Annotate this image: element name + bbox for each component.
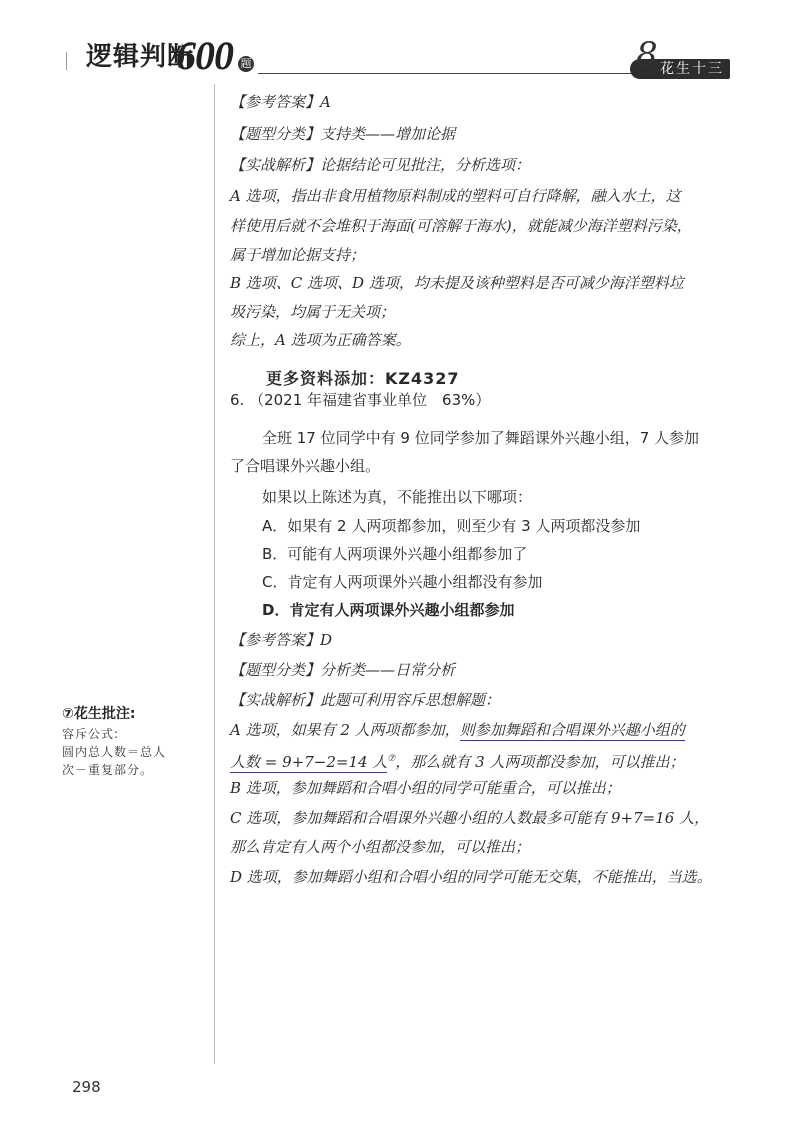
type-label: 【题型分类】 — [230, 125, 321, 143]
analysis-label: 【实战解析】 — [230, 691, 321, 709]
analysis-line: A 选项，指出非食用植物原料制成的塑料可自行降解，融入水土，这 — [230, 187, 681, 205]
series-name: 花生十三 — [660, 61, 724, 77]
analysis-line — [230, 749, 684, 772]
side-note-line: 容斥公式: — [62, 727, 120, 741]
side-note-line: 次－重复部分。 — [62, 763, 154, 777]
series-logo-icon: 8 — [636, 35, 658, 75]
header-margin-mark — [66, 52, 81, 70]
margin-divider — [214, 84, 215, 1064]
option-a-analysis: ，那么就有 3 人两项都没参加，可以推出； — [395, 753, 685, 771]
answer-value: A — [320, 93, 331, 111]
type-value: 支持类——增加论据 — [320, 125, 456, 143]
option-c: C．肯定有人两项课外兴趣小组都没有参加 — [262, 573, 543, 591]
side-note-line: 圆内总人数＝总人 — [62, 745, 167, 759]
answer-label: 【参考答案】 — [230, 631, 321, 649]
analysis-line: 综上，A 选项为正确答案。 — [230, 331, 411, 349]
promo-text: 更多资料添加：KZ4327 — [266, 369, 460, 388]
analysis-line: 样使用后就不会堆积于海面(可溶解于海水)，就能减少海洋塑料污染， — [230, 217, 692, 235]
analysis-line — [230, 720, 685, 740]
type-row — [230, 124, 455, 144]
analysis-row — [230, 690, 500, 710]
option-b: B．可能有人两项课外兴趣小组都参加了 — [262, 545, 528, 563]
question-header — [230, 390, 490, 410]
underlined-note: 人数 = 9+7−2=14 人 — [230, 753, 388, 771]
page-number: 298 — [72, 1078, 101, 1096]
option-a: A．如果有 2 人两项都参加，则至少有 3 人两项都没参加 — [262, 517, 641, 535]
type-label: 【题型分类】 — [230, 661, 321, 679]
book-title: 逻辑判断 — [86, 42, 195, 72]
analysis-intro: 此题可利用容斥思想解题： — [320, 691, 501, 709]
analysis-label: 【实战解析】 — [230, 156, 321, 174]
book-number: 600 — [176, 33, 233, 78]
analysis-line: 属于增加论据支持； — [230, 246, 366, 264]
answer-value: D — [320, 631, 333, 649]
analysis-line: C 选项，参加舞蹈和合唱课外兴趣小组的人数最多可能有 9+7=16 人， — [230, 809, 710, 827]
answer-row — [230, 92, 331, 112]
question-number: 6. — [230, 391, 245, 409]
side-note-title: ⑦花生批注: — [62, 706, 136, 722]
underlined-note: 则参加舞蹈和合唱课外兴趣小组的 — [459, 721, 685, 739]
analysis-line: 那么肯定有人两个小组都没参加，可以推出； — [230, 838, 531, 856]
option-d: D．肯定有人两项课外兴趣小组都参加 — [262, 601, 515, 619]
type-value: 分析类——日常分析 — [320, 661, 456, 679]
analysis-intro: 论据结论可见批注，分析选项： — [320, 156, 531, 174]
analysis-line: D 选项，参加舞蹈小组和合唱小组的同学可能无交集，不能推出，当选。 — [230, 868, 712, 886]
analysis-row — [230, 155, 530, 175]
question-stem: 了合唱课外兴趣小组。 — [230, 457, 381, 475]
answer-label: 【参考答案】 — [230, 93, 321, 111]
book-suffix-badge: 题 — [238, 56, 254, 72]
note-marker: ⑦ — [387, 754, 396, 764]
question-prompt: 如果以上陈述为真，不能推出以下哪项： — [262, 488, 533, 506]
header-rule — [258, 73, 638, 74]
question-source: （2021 年福建省事业单位 63%） — [249, 391, 491, 409]
analysis-line: B 选项、C 选项、D 选项，均未提及该种塑料是否可减少海洋塑料垃 — [230, 274, 684, 292]
analysis-line: B 选项，参加舞蹈和合唱小组的同学可能重合，可以推出； — [230, 779, 621, 797]
type-row — [230, 660, 455, 680]
answer-row — [230, 630, 332, 650]
analysis-line: 圾污染，均属于无关项； — [230, 303, 396, 321]
option-a-analysis: A 选项，如果有 2 人两项都参加， — [230, 721, 460, 739]
question-stem: 全班 17 位同学中有 9 位同学参加了舞蹈课外兴趣小组，7 人参加 — [262, 429, 700, 447]
